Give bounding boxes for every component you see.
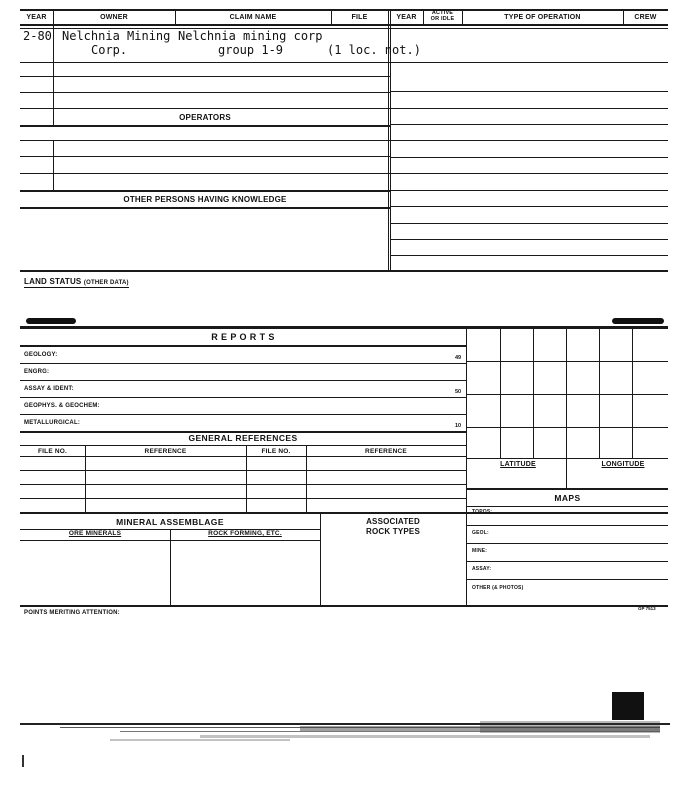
rule [390,223,668,224]
rule [467,543,668,544]
entry-owner-line1: Nelchnia Mining [62,29,171,43]
ref-file-no: FILE NO. [37,448,68,455]
col-owner: OWNER [100,14,128,21]
map-geol: GEOL: [472,530,489,536]
reports-heading: R E P O R T S [211,332,275,342]
rule [20,125,390,127]
rule [390,157,668,158]
rule [467,525,668,526]
rule [390,124,668,125]
points-meriting-attention: POINTS MERITING ATTENTION: [24,610,120,616]
col-active-line2: OR IDLE [430,16,455,22]
rule [467,361,668,362]
col-active-line1: ACTIVE [431,10,454,16]
rule [20,24,668,26]
rule [20,445,466,446]
entry-claim-line2: group 1-9 [218,43,284,57]
rule [20,326,668,329]
associated-line1: ASSOCIATED [366,517,420,526]
rule [20,270,668,272]
scan-mark-left [26,318,76,324]
map-assay: ASSAY: [472,566,492,572]
rule [20,92,390,93]
rule [53,140,54,192]
rule [20,380,466,381]
report-engrg: ENGRG: [24,369,50,375]
ref-reference: REFERENCE [144,448,187,455]
associated-rock-types [320,517,466,537]
col-file: FILE [351,14,368,21]
rule [20,363,466,364]
report-geophys: GEOPHYS. & GEOCHEM: [24,403,100,409]
land-status-text: LAND STATUS [24,277,82,286]
rule [390,255,668,256]
entry-claim-line1: Nelchnia mining corp [178,29,323,43]
report-assay: ASSAY & IDENT: [24,386,74,392]
rule [20,76,390,77]
report-geology: GEOLOGY: [24,352,58,358]
rule [20,9,668,11]
rule [467,394,668,395]
associated-line2: ROCK TYPES [365,527,420,536]
land-status-label [24,278,129,288]
rule [467,561,668,562]
entry-year: 2-80 [23,29,52,43]
rule [20,484,466,485]
general-references-heading: GENERAL REFERENCES [188,433,298,443]
rule [566,328,567,488]
col-year-2: YEAR [396,14,417,21]
rule [466,328,467,606]
rule [20,173,390,174]
rule [20,414,466,415]
rule [390,239,668,240]
rule [20,498,466,499]
rule [599,328,600,458]
col-crew: CREW [634,14,657,21]
rule [20,345,466,347]
form-number: GP 7513 [638,606,656,611]
entry-file-note: (1 loc. not.) [327,43,421,57]
scan-noise [0,715,678,775]
rule [20,207,390,209]
rock-forming: ROCK FORMING, ETC. [208,530,282,537]
rule [467,427,668,428]
map-other: OTHER (& PHOTOS) [472,585,524,591]
ref-file-no-2: FILE NO. [261,448,291,455]
rule [20,456,466,457]
rule [390,173,668,174]
col-year: YEAR [26,14,47,21]
rule [20,108,390,109]
rule [390,206,668,207]
map-topos: TOPOS: [472,509,493,515]
scan-mark-right [612,318,664,324]
col-claim-name: CLAIM NAME [229,14,277,21]
rule [390,190,668,191]
rule [390,140,668,141]
rule [20,605,668,607]
latitude-label: LATITUDE [500,461,536,468]
rule [20,470,466,471]
rule [533,328,534,458]
map-mine: MINE: [472,548,488,554]
rule [20,140,390,141]
ref-reference-2: REFERENCE [365,448,407,455]
land-status-sub: (OTHER DATA) [83,280,129,286]
rule [467,506,668,507]
rule [390,91,668,92]
other-persons-heading: OTHER PERSONS HAVING KNOWLEDGE [123,195,287,204]
rule [20,540,320,541]
report-num-metallurgical: 10 [455,423,462,429]
report-metallurgical: METALLURGICAL: [24,420,81,426]
mineral-assemblage-heading: MINERAL ASSEMBLAGE [116,517,224,527]
rule [467,458,668,459]
rule [500,328,501,458]
report-num-geology: 49 [455,355,462,361]
col-active-idle [423,10,462,22]
maps-heading: MAPS [554,493,581,503]
entry-owner-line2: Corp. [91,43,128,57]
rule [53,9,54,126]
col-type-of-operation: TYPE OF OPERATION [504,14,581,21]
rule [20,156,390,157]
rule [20,397,466,398]
ore-minerals: ORE MINERALS [68,530,122,537]
rule [467,579,668,580]
rule [467,488,668,490]
rule [632,328,633,458]
report-num-assay: 50 [455,389,462,395]
rule [20,190,390,192]
operators-heading: OPERATORS [179,113,231,122]
rule [390,108,668,109]
rule [20,62,668,63]
longitude-label: LONGITUDE [601,461,645,468]
